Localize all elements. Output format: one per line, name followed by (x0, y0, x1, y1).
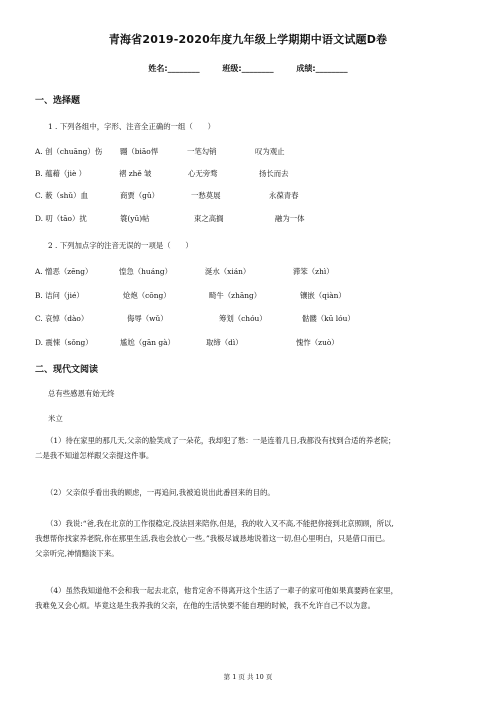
page-footer: 第 1 页 共 10 页 (223, 673, 273, 681)
question-1-option-b: B. 蕴藉（jiè ） 褶 zhě 皱 心无旁骛 扬长而去 (35, 169, 289, 178)
reading-paragraph-3: （3）我说:“爸,我在北京的工作很稳定,没法回来陪你,但是，我的收入又不高,不能把你接到北京照顾，所以, 我想帮你找家养老院,你在那里生活,我也会放心一些。”我极尽诚恳地说着这一切,但心里明白，只是借口而已。 父亲听完,神情黯淡下来。 (35, 519, 394, 558)
question-1-stem: 1 . 下列各组中，字形、注音全正确的一组（ ） (48, 122, 215, 131)
reading-paragraph-4: （4）虽然我知道他不会和我一起去北京，他肯定舍不得离开这个生活了一辈子的家可他如果真要跨在家里， 我难免又会心烦。毕竟这是生我养我的父亲，在他的生活快要不能自理的时候，我不允许自己不以为意。 (35, 586, 399, 610)
reading-paragraph-2: （2）父亲似乎看出我的顾虑，一再追问,我被追说出此番回来的目的。 (46, 488, 275, 497)
reading-paragraph-1: （1）待在家里的那几天,父亲的脸笑成了一朵花，我却犯了愁：一是连着几日,我都没有找到合适的养老院； 二是我不知道怎样跟父亲提这件事。 (35, 436, 396, 460)
page-title: 青海省2019-2020年度九年级上学期期中语文试题D卷 (108, 33, 388, 46)
question-2-option-a: A. 憎恶（zēng） 惶急（huáng） 涎水（xián） 滞笨（zhì） (35, 267, 334, 276)
question-2-stem: 2 . 下列加点字的注音无误的一项是（ ） (48, 241, 193, 250)
score-field: 成绩:________ (296, 64, 348, 73)
question-1-option-c: C. 薮（shǔ）血 商贾（gǔ） 一愁莫展 永葆青春 (35, 191, 299, 200)
question-2-option-d: D. 震悚（sǒng） 尴尬（gān gà） 取缔（dì） 愧怍（zuò） (35, 338, 339, 347)
class-field: 班级:________ (222, 64, 274, 73)
name-field: 姓名:________ (148, 64, 200, 73)
section-heading-choice: 一、选择题 (35, 96, 81, 106)
question-1-option-a: A. 创（chuāng）伤 翾（biāo悍 一笔勾销 叹为观止 (35, 147, 285, 156)
question-1-option-d: D. 叨（tāo）扰 簑(yū)帖 束之高搁 融为一体 (35, 214, 305, 223)
question-2-option-c: C. 哀悼（dào） 侮辱（wǔ） 筹划（chóu） 骷髅（kū lóu） (35, 314, 355, 323)
section-heading-reading: 二、现代文阅读 (35, 365, 99, 375)
question-2-option-b: B. 诘问（jié） 炝炮（cōng） 畸牛（zhāng） 镶嵌（qiàn） (35, 291, 346, 300)
student-info (0, 63, 496, 74)
reading-title: 总有些感恩有始无终 (48, 389, 115, 398)
reading-author: 米立 (48, 414, 63, 423)
